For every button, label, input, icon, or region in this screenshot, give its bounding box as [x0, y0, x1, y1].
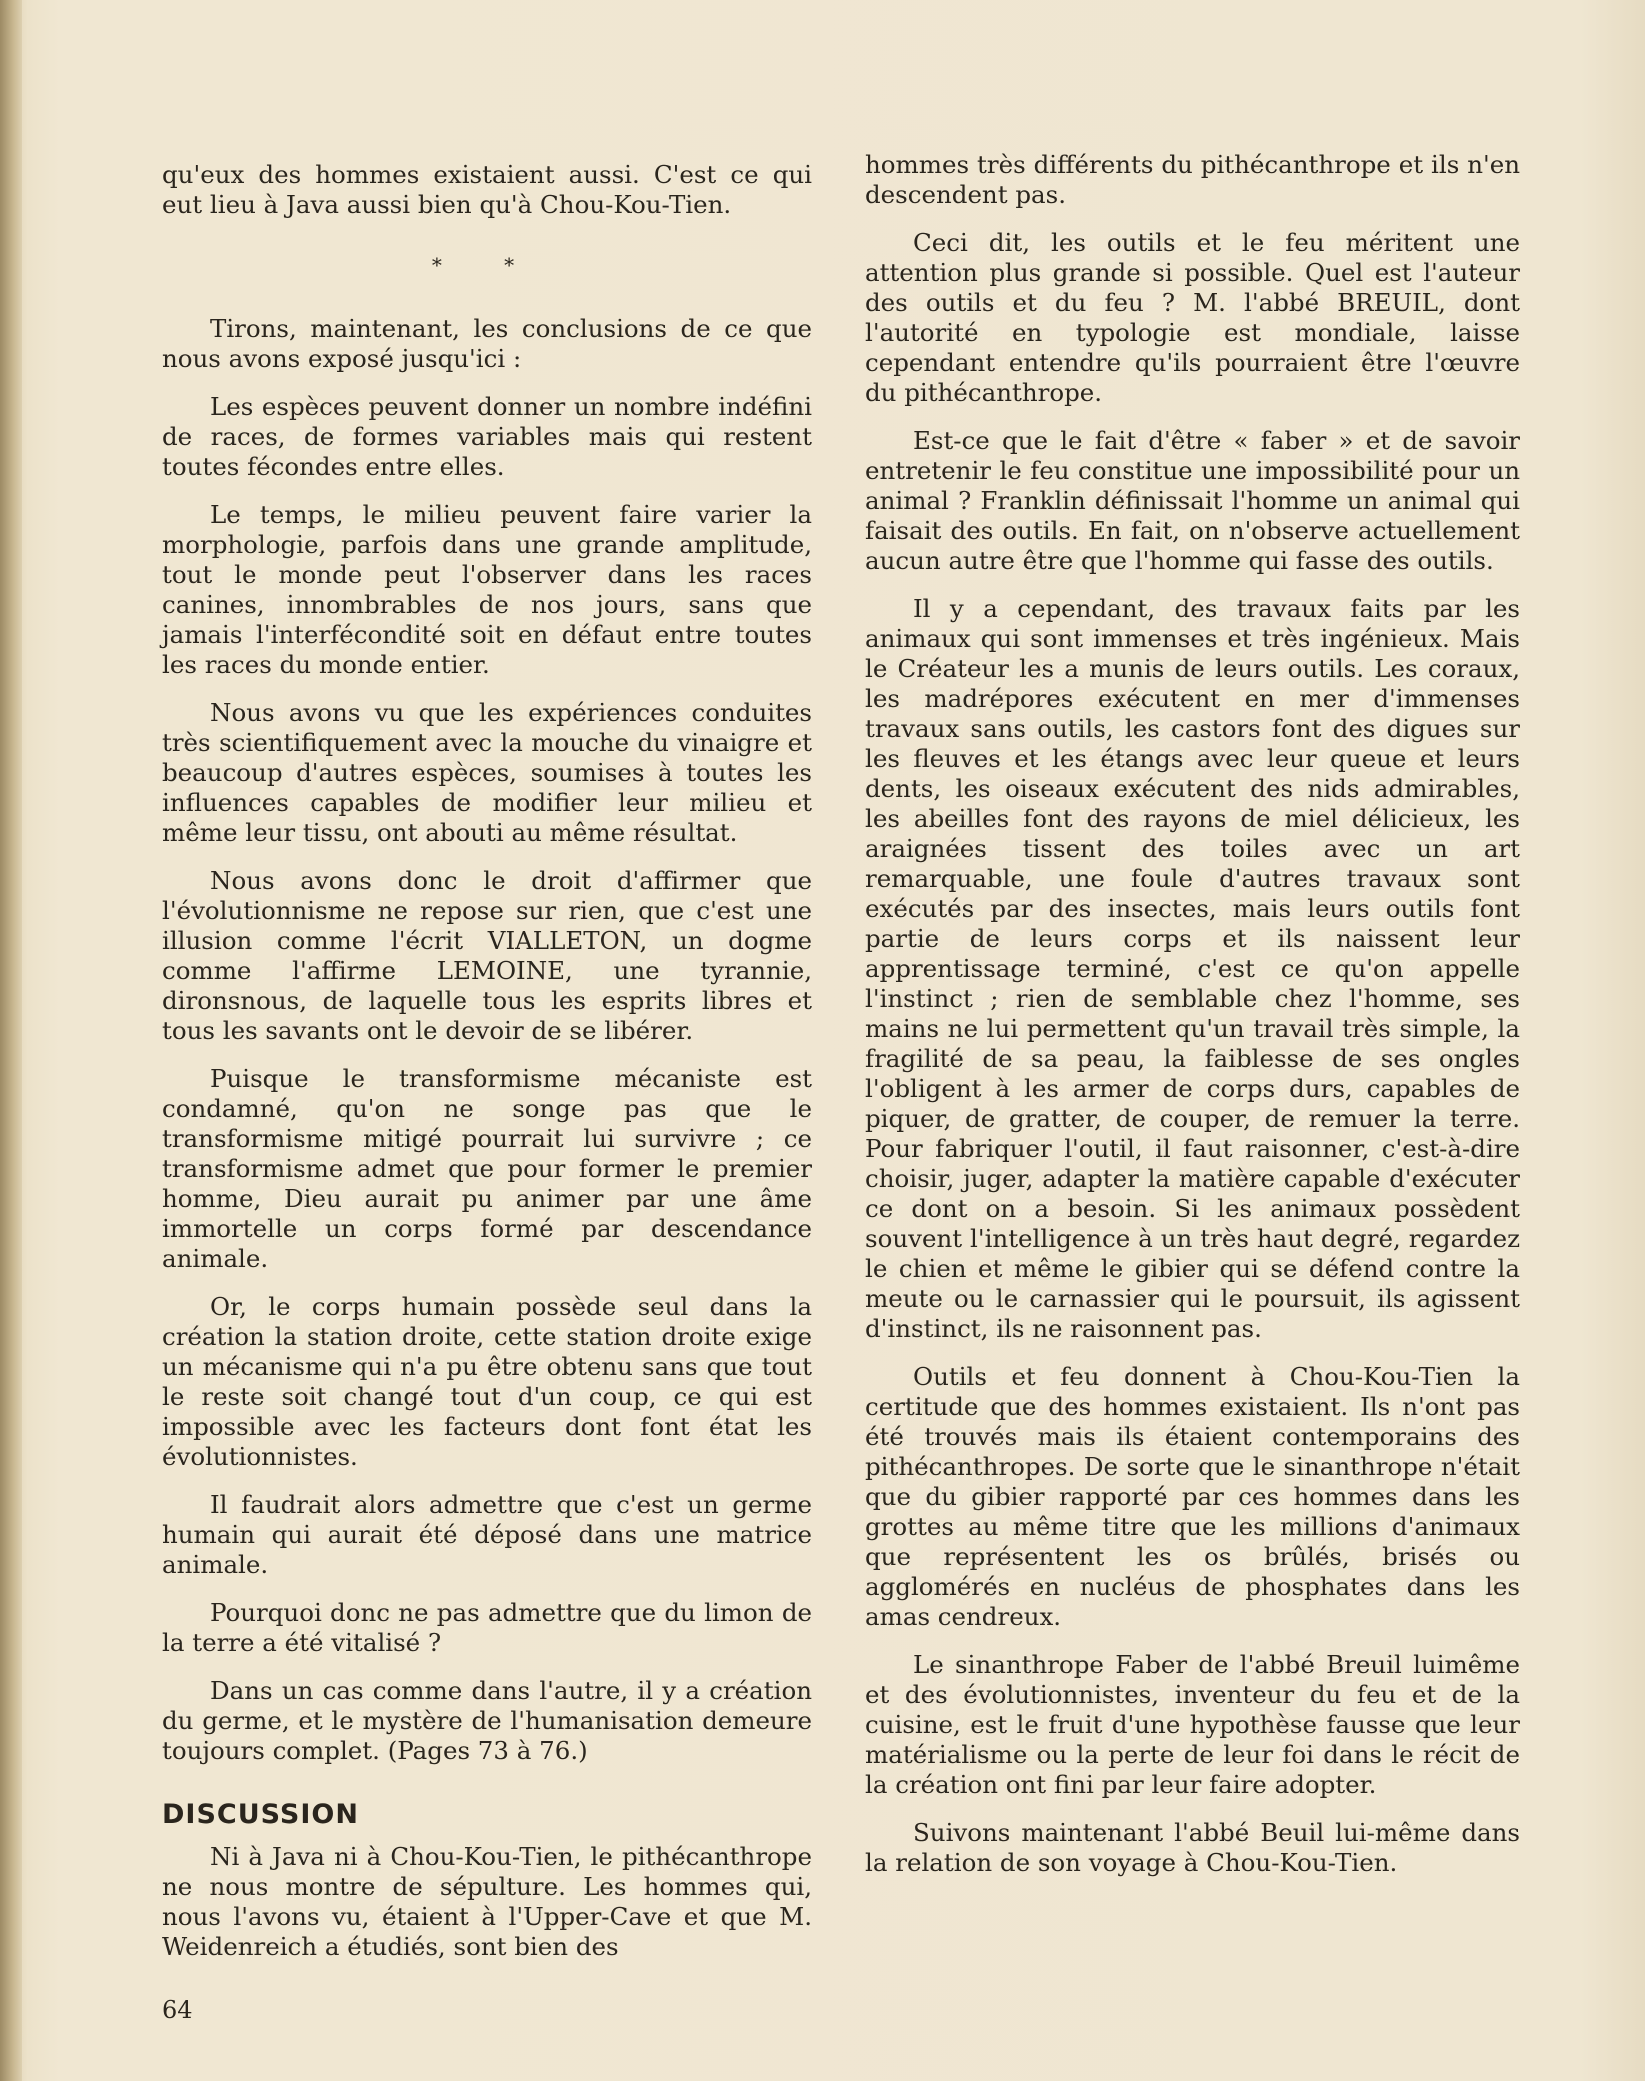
paragraph: qu'eux des hommes existaient aussi. C'est ce qui eut lieu à Java aussi bien qu'à Chou-Kou-Tien. [162, 160, 812, 219]
paragraph: Nous avons vu que les expériences conduites très scientifiquement avec la mouche du vinaigre et beaucoup d'autres espèces, soumises à toutes les influences capables de modifier leur milieu et même leur tissu, ont abouti au même résultat. [162, 698, 812, 847]
left-column [162, 160, 812, 1980]
paragraph: Outils et feu donnent à Chou-Kou-Tien la certitude que des hommes existaient. Ils n'ont pas été trouvés mais ils étaient contemporains des pithécanthropes. De sorte que le sinanthrope n'était que du gibier rapporté par ces hommes dans les grottes au même titre que les millions d'animaux que représentent les os brûlés, brisés ou agglomérés en nucléus de phosphates dans les amas cendreux. [865, 1362, 1520, 1631]
section-heading: DISCUSSION [162, 1799, 359, 1830]
paragraph: Puisque le transformisme mécaniste est condamné, qu'on ne songe pas que le transformisme mitigé pourrait lui survivre ; ce transformisme admet que pour former le premier homme, Dieu aurait pu animer par une âme immortelle un corps formé par descendance animale. [162, 1064, 812, 1273]
page-number: 64 [162, 1996, 193, 2024]
right-column [865, 150, 1520, 1896]
paragraph: Tirons, maintenant, les conclusions de ce que nous avons exposé jusqu'ici : [162, 314, 812, 373]
paragraph: Dans un cas comme dans l'autre, il y a création du germe, et le mystère de l'humanisation demeure toujours complet. (Pages 73 à 76.) [162, 1676, 812, 1765]
paragraph: Pourquoi donc ne pas admettre que du limon de la terre a été vitalisé ? [162, 1598, 812, 1657]
paragraph: Nous avons donc le droit d'affirmer que l'évolutionnisme ne repose sur rien, que c'est une illusion comme l'écrit VIALLETON, un dogme comme l'affirme LEMOINE, une tyrannie, dironsnous, de laquelle tous les esprits libres et tous les savants ont le devoir de se libérer. [162, 866, 812, 1045]
paragraph: Il faudrait alors admettre que c'est un germe humain qui aurait été déposé dans une matrice animale. [162, 1490, 812, 1579]
paragraph: hommes très différents du pithécanthrope et ils n'en descendent pas. [865, 150, 1520, 209]
paragraph: Ni à Java ni à Chou-Kou-Tien, le pithécanthrope ne nous montre de sépulture. Les hommes qui, nous l'avons vu, étaient à l'Upper-Cave et que M. Weidenreich a étudiés, sont bien des [162, 1842, 812, 1961]
paragraph: Or, le corps humain possède seul dans la création la station droite, cette station droite exige un mécanisme qui n'a pu être obtenu sans que tout le reste soit changé tout d'un coup, ce qui est impossible avec les facteurs dont font état les évolutionnistes. [162, 1292, 812, 1471]
section-separator: * * [431, 253, 543, 277]
paragraph: Il y a cependant, des travaux faits par les animaux qui sont immenses et très ingénieux. Mais le Créateur les a munis de leurs outils. Les coraux, les madrépores exécutent en mer d'immenses travaux sans outils, les castors font des digues sur les fleuves et les étangs avec leur queue et leurs dents, les oiseaux exécutent des nids admirables, les abeilles font des rayons de miel délicieux, les araignées tissent des toiles avec un art remarquable, une foule d'autres travaux sont exécutés par des insectes, mais leurs outils font partie de leurs corps et ils naissent leur apprentissage terminé, c'est ce qu'on appelle l'instinct ; rien de semblable chez l'homme, ses mains ne lui permettent qu'un travail très simple, la fragilité de sa peau, la faiblesse de ses ongles l'obligent à les armer de corps durs, capables de piquer, de gratter, de couper, de remuer la terre. Pour fabriquer l'outil, il faut raisonner, c'est-à-dire choisir, juger, adapter la matière capable d'exécuter ce dont on a besoin. Si les animaux possèdent souvent l'intelligence à un très haut degré, regardez le chien et même le gibier qui se défend contre la meute ou le carnassier qui le poursuit, ils agissent d'instinct, ils ne raisonnent pas. [865, 594, 1520, 1343]
paragraph: Est-ce que le fait d'être « faber » et de savoir entretenir le feu constitue une impossibilité pour un animal ? Franklin définissait l'homme un animal qui faisait des outils. En fait, on n'observe actuellement aucun autre être que l'homme qui fasse des outils. [865, 426, 1520, 575]
paragraph: Les espèces peuvent donner un nombre indéfini de races, de formes variables mais qui restent toutes fécondes entre elles. [162, 392, 812, 481]
paragraph: Suivons maintenant l'abbé Beuil lui-même dans la relation de son voyage à Chou-Kou-Tien. [865, 1818, 1520, 1877]
paragraph: Ceci dit, les outils et le feu méritent une attention plus grande si possible. Quel est l'auteur des outils et du feu ? M. l'abbé BREUIL, dont l'autorité en typologie est mondiale, laisse cependant entendre qu'ils pourraient être l'œuvre du pithécanthrope. [865, 228, 1520, 407]
paragraph: Le sinanthrope Faber de l'abbé Breuil luimême et des évolutionnistes, inventeur du feu et de la cuisine, est le fruit d'une hypothèse fausse que leur matérialisme ou la perte de leur foi dans le récit de la création ont fini par leur faire adopter. [865, 1650, 1520, 1799]
book-binding-edge [0, 0, 22, 2081]
paragraph: Le temps, le milieu peuvent faire varier la morphologie, parfois dans une grande amplitude, tout le monde peut l'observer dans les races canines, innombrables de nos jours, sans que jamais l'interfécondité soit en défaut entre toutes les races du monde entier. [162, 500, 812, 679]
